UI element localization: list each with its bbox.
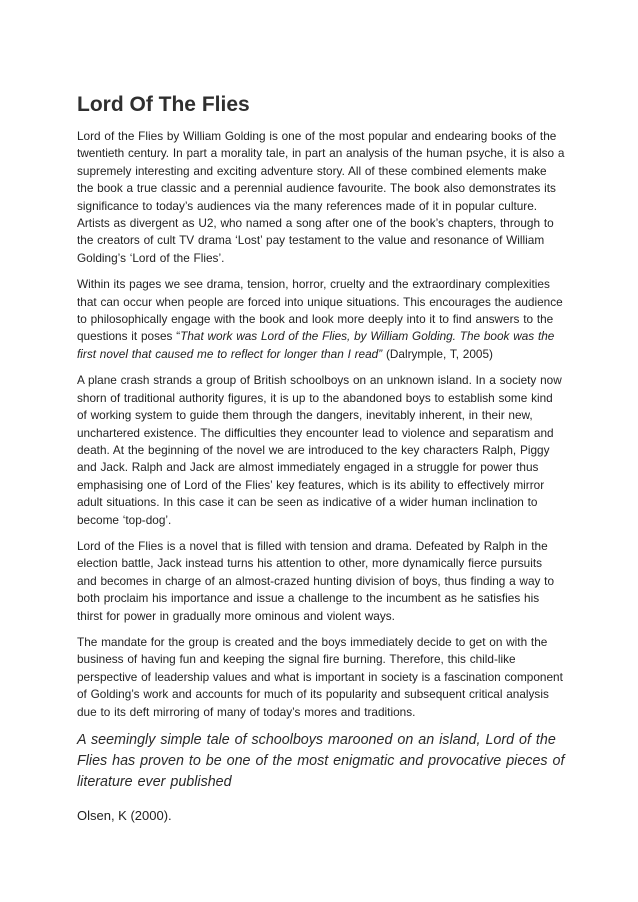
paragraph-themes-text: Within its pages we see drama, tension, horror, cruelty and the extraordinary complexities that can occur when people are forced into unique situations. This encourages the audience to philosophically engage with the book and look more deeply into it to find answers to the questions it poses “ bbox=[77, 277, 563, 344]
document-title: Lord Of The Flies bbox=[77, 93, 250, 116]
paragraph-tension: Lord of the Flies is a novel that is filled with tension and drama. Defeated by Ralph in the election battle, Jack instead turns his attention to other, more dynamically fierce pursuits and becomes in charge of an almost-crazed hunting division of boys, thus finding a way to both proclaim his importance and issue a challenge to the incumbent as he satisfies his thirst for power in gradually more ominous and violent ways. bbox=[77, 538, 555, 623]
dalrymple-quote: That work was Lord of the Flies, by William Golding. The book was the first novel that caused me to reflect for longer than I read” bbox=[77, 329, 555, 361]
dalrymple-citation: (Dalrymple, T, 2005) bbox=[382, 346, 493, 361]
paragraph-intro: Lord of the Flies by William Golding is one of the most popular and endearing books of the twentieth century. In part a morality tale, in part an analysis of the human psyche, it is also a supremely interesting and exciting adventure story. All of these combined elements make the book a true classic and a perennial audience favourite. The book also demonstrates its significance to today’s audiences via the many references made of it in popular culture. Artists as divergent as U2, who named a song after one of the book’s chapters, through to the creators of cult TV drama ‘Lost’ pay testament to the value and resonance of William Golding’s ‘Lord of the Flies’. bbox=[77, 129, 565, 265]
document-page bbox=[77, 92, 565, 825]
pull-quote-citation: Olsen, K (2000). bbox=[77, 808, 172, 823]
paragraph-plot: A plane crash strands a group of British schoolboys on an unknown island. In a society now shorn of traditional authority figures, it is up to the abandoned boys to establish some kind of working system to guide them through the dangers, inevitably inherent, in their new, unchartered existence. The difficulties they encounter lead to violence and separatism and death. At the beginning of the novel we are introduced to the key characters Ralph, Piggy and Jack. Ralph and Jack are almost immediately engaged in a struggle for power thus emphasising one of Lord of the Flies’ key features, which is its ability to effectively mirror adult situations. In this case it can be seen as indicative of a wider human inclination to become ‘top-dog’. bbox=[77, 373, 562, 527]
paragraph-themes bbox=[77, 276, 565, 363]
pull-quote: A seemingly simple tale of schoolboys marooned on an island, Lord of the Flies has proven to be one of the most enigmatic and provocative pieces of literature ever published bbox=[77, 732, 565, 790]
paragraph-mandate: The mandate for the group is created and the boys immediately decide to get on with the business of having fun and keeping the signal fire burning. Therefore, this child-like perspective of leadership values and what is important in society is a fascination component of Golding’s work and accounts for much of its popularity and subsequent critical analysis due to its deft mirroring of many of today’s mores and traditions. bbox=[77, 634, 563, 719]
